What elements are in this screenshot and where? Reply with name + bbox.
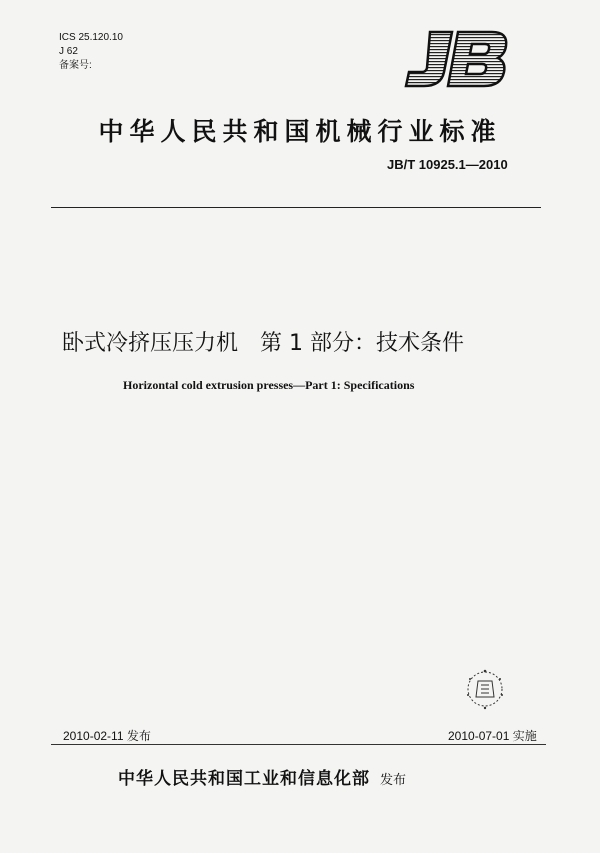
publisher-name: 中华人民共和国工业和信息化部	[118, 769, 370, 789]
classification-block	[59, 31, 123, 73]
publisher-action: 发布	[380, 773, 407, 788]
filing-number-label: 备案号:	[59, 60, 92, 71]
issue-date: 2010-02-11 发布	[63, 729, 151, 743]
implementation-date: 2010-07-01 实施	[448, 729, 537, 743]
ics-code: ICS 25.120.10	[59, 32, 123, 43]
title-chinese: 卧式冷挤压压力机 第 1 部分：技术条件	[62, 331, 464, 356]
category-code: J 62	[59, 46, 78, 57]
footer-divider	[51, 744, 546, 745]
header-divider	[51, 207, 541, 208]
seal-emblem-graphic	[462, 667, 508, 711]
publisher-line	[118, 764, 406, 789]
standard-number: JB/T 10925.1—2010	[387, 157, 508, 172]
issuing-body-header: 中华人民共和国机械行业标准	[98, 117, 502, 146]
title-english: Horizontal cold extrusion presses—Part 1: Specifications	[123, 378, 415, 392]
official-seal-icon	[462, 667, 508, 711]
jb-logo-graphic	[400, 28, 512, 90]
jb-logo	[400, 28, 512, 90]
